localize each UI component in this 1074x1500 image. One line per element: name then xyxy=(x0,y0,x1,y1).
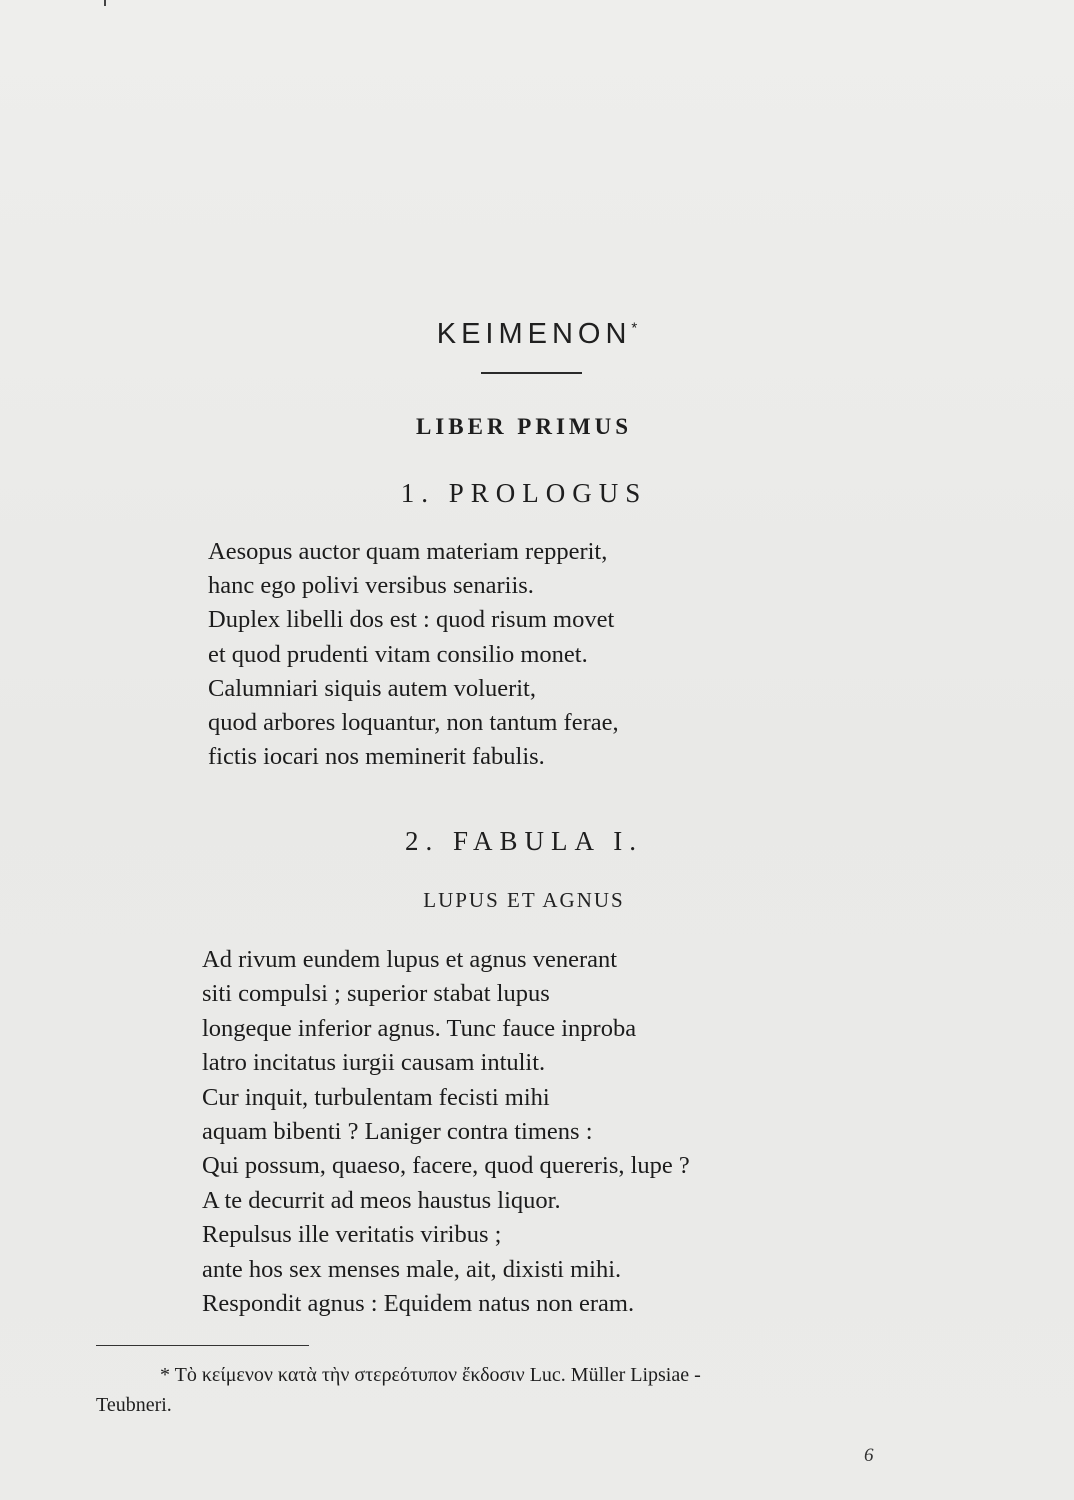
verse-line: A te decurrit ad meos haustus liquor. xyxy=(202,1186,561,1214)
book-title: LIBER PRIMUS xyxy=(415,414,633,439)
page-number: 6 xyxy=(864,1445,874,1466)
fable-heading: 2. FABULA I. xyxy=(404,826,643,856)
footnote-marker: * xyxy=(631,319,638,337)
footnote-rule xyxy=(96,1345,309,1346)
footnote-line: Teubneri. xyxy=(96,1394,172,1416)
main-title xyxy=(0,318,1074,351)
verse-line: Duplex libelli dos est : quod risum movet xyxy=(208,606,615,634)
verse-line: hanc ego polivi versibus senariis. xyxy=(208,572,534,600)
verse-line: quod arbores loquantur, non tantum ferae, xyxy=(208,709,619,737)
verse-line: Respondit agnus : Equidem natus non eram. xyxy=(202,1290,635,1318)
verse-line: Aesopus auctor quam materiam repperit, xyxy=(208,538,608,565)
verse-line: aquam bibenti ? Laniger contra timens : xyxy=(202,1118,593,1146)
margin-mark xyxy=(104,0,106,6)
verse-line: fictis iocari nos meminerit fabulis. xyxy=(208,743,545,771)
footnote xyxy=(96,1360,926,1420)
verse-line: latro incitatus iurgii causam intulit. xyxy=(202,1049,546,1077)
prologue-verses xyxy=(208,535,619,774)
verse-line: ante hos sex menses male, ait, dixisti mihi. xyxy=(202,1255,622,1283)
fable-subtitle: LUPUS ET AGNUS xyxy=(423,888,625,912)
fable-verses xyxy=(202,943,690,1321)
footnote-line: * Τὸ κείμενον κατὰ τὴν στερεότυπον ἔκδοσιν Luc. Müller Lipsiae - xyxy=(160,1364,701,1386)
verse-line: Cur inquit, turbulentam fecisti mihi xyxy=(202,1083,550,1111)
verse-line: Qui possum, quaeso, facere, quod quereris, lupe ? xyxy=(202,1152,690,1180)
verse-line: Repulsus ille veritatis viribus ; xyxy=(202,1221,502,1249)
verse-line: Ad rivum eundem lupus et agnus venerant xyxy=(202,946,618,973)
prologue-heading: 1. PROLOGUS xyxy=(400,478,648,508)
verse-line: longeque inferior agnus. Tunc fauce inproba xyxy=(202,1014,637,1042)
verse-line: Calumniari siquis autem voluerit, xyxy=(208,674,536,702)
main-title-text: KEIMENON xyxy=(436,318,632,350)
verse-line: et quod prudenti vitam consilio monet. xyxy=(208,640,588,668)
verse-line: siti compulsi ; superior stabat lupus xyxy=(202,980,550,1008)
title-underline xyxy=(481,372,582,374)
